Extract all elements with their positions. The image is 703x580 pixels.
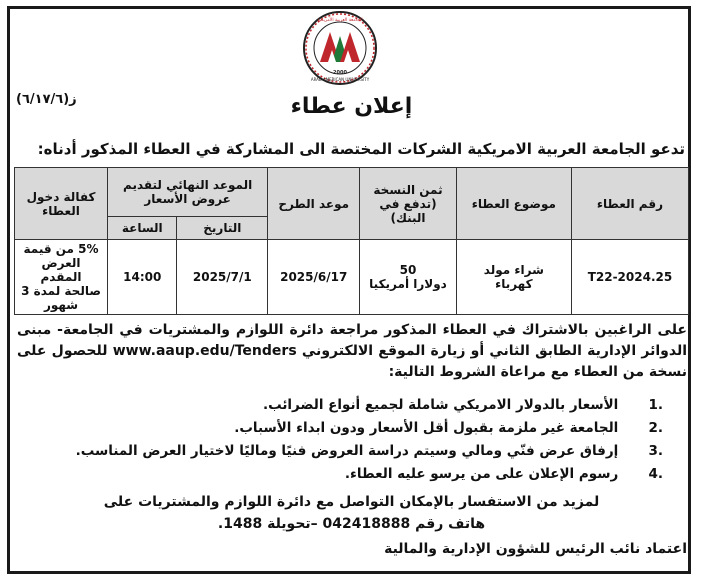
conditions-list	[76, 394, 663, 486]
cell-bond-line-3: صالحة لمدة 3 شهور	[21, 284, 101, 312]
intro-text: تدعو الجامعة العربية الامريكية الشركات المختصة الى المشاركة في العطاء المذكور أدناه:	[37, 140, 685, 158]
condition-item	[76, 394, 663, 417]
condition-number: .4	[648, 466, 663, 482]
header-deadline: الموعد النهائي لتقديم عروض الأسعار	[108, 168, 268, 217]
logo-year: 2000	[333, 70, 347, 76]
condition-number: .3	[648, 443, 663, 459]
contact-line-1: لمزيد من الاستفسار بالإمكان التواصل مع دائرة اللوازم والمشتريات على	[103, 494, 600, 510]
cell-time: 14:00	[108, 240, 177, 315]
instructions-text: على الراغبين بالاشتراك في العطاء المذكور مراجعة دائرة اللوازم والمشتريات في الجامعة- مبنى الدوائر الإدارية الطابق الثاني أو زيارة الموقع الالكتروني www.aaup.edu/Tenders للحصول على نسخة من العطاء مع مراعاة الشروط التالية:	[17, 322, 687, 380]
header-price	[360, 168, 457, 240]
table-row	[15, 240, 689, 315]
cell-bond-line-1: 5% من قيمة	[23, 242, 99, 256]
condition-text: رسوم الإعلان على من يرسو عليه العطاء.	[344, 466, 619, 482]
logo-english-name: ARAB AMERICAN UNIVERSITY	[310, 77, 370, 82]
condition-item	[76, 417, 663, 440]
header-date: التاريخ	[177, 217, 268, 240]
cell-opening: 2025/6/17	[268, 240, 360, 315]
cell-subject-line-1: شراء مولد	[483, 263, 544, 277]
reference-number: ز(٦/١٧/٦)	[16, 92, 77, 107]
tender-table	[14, 167, 689, 315]
cell-bond	[15, 240, 108, 315]
condition-number: .2	[648, 420, 663, 436]
signature: اعتماد نائب الرئيس للشؤون الإدارية والمالية	[384, 541, 687, 557]
cell-tender-no: T22-2024.25	[571, 240, 688, 315]
cell-subject-line-2: كهرباء	[495, 277, 533, 291]
cell-price-amount: 50	[399, 263, 417, 277]
page-title: إعلان عطاء	[290, 94, 413, 119]
cell-date: 2025/7/1	[177, 240, 268, 315]
condition-text: الجامعة غير ملزمة بقبول أقل الأسعار ودون ابداء الأسباب.	[234, 420, 619, 436]
condition-number: .1	[648, 397, 663, 413]
header-time: الساعة	[108, 217, 177, 240]
cell-price-currency: دولارا أمريكيا	[369, 277, 447, 291]
contact-info	[0, 491, 703, 535]
header-price-note: (تدفع في البنك)	[379, 196, 437, 225]
condition-item	[76, 463, 663, 486]
cell-bond-line-2: العرض المقدم	[40, 256, 82, 284]
header-subject: موضوع العطاء	[456, 168, 571, 240]
condition-text: الأسعار بالدولار الامريكي شاملة لجميع أنواع الضرائب.	[262, 397, 619, 413]
header-opening: موعد الطرح	[268, 168, 360, 240]
header-bond: كفالة دخول العطاء	[15, 168, 108, 240]
condition-item	[76, 440, 663, 463]
contact-line-2: هاتف رقم 042418888 –تحويلة 1488.	[217, 516, 486, 532]
cell-price	[360, 240, 457, 315]
university-logo	[302, 10, 378, 86]
header-tender-no: رقم العطاء	[571, 168, 688, 240]
condition-text: إرفاق عرض فنّي ومالي وسيتم دراسة العروض فنيًا وماليًا لاختيار العرض المناسب.	[75, 443, 619, 459]
cell-subject	[456, 240, 571, 315]
header-price-label: ثمن النسخة	[373, 182, 443, 197]
logo-arabic-name: الجامعة العربية الأمريكية	[317, 18, 363, 23]
